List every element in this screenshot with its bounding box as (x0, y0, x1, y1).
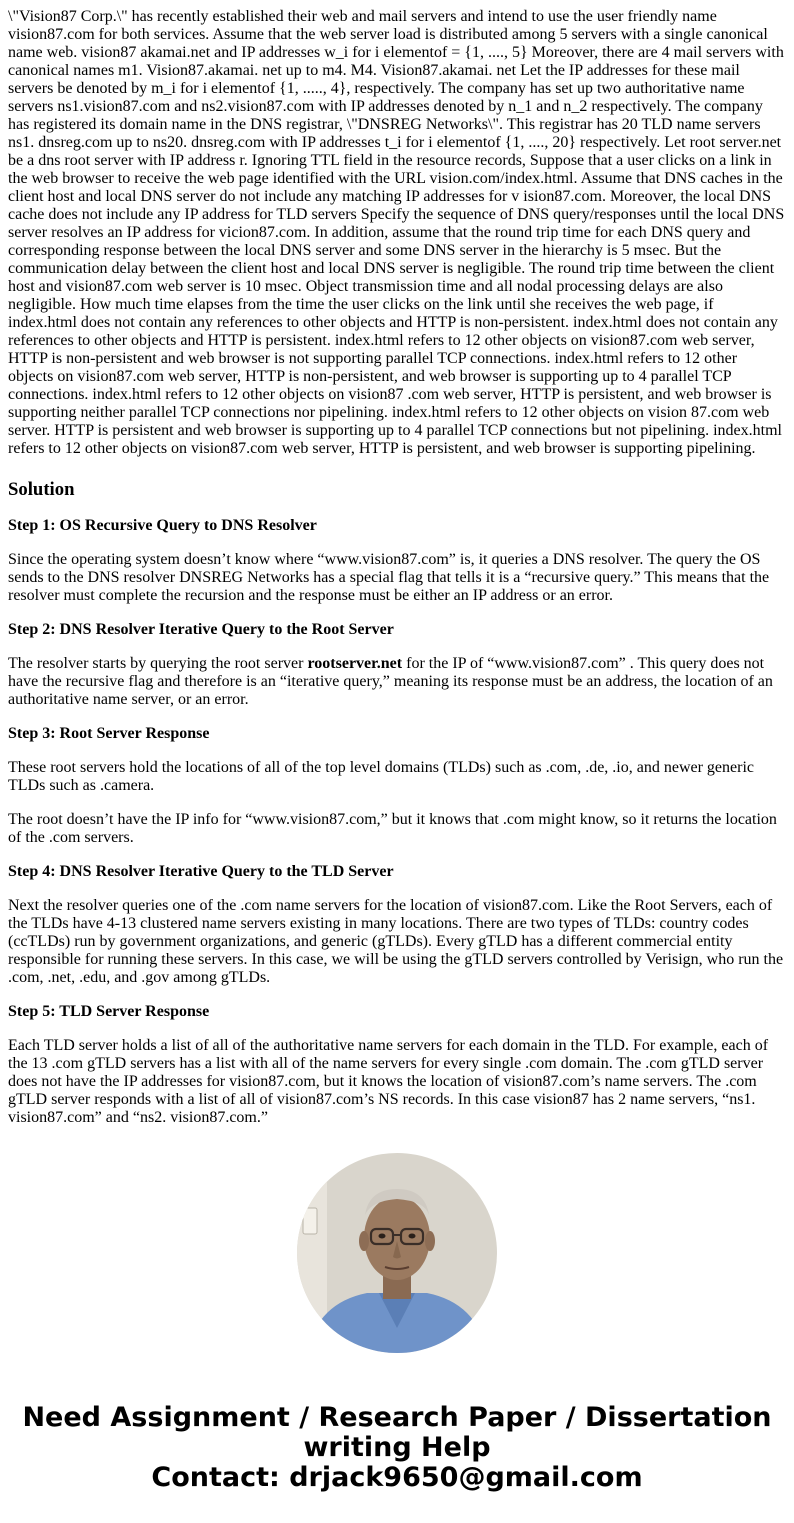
step2-text-after: for the IP of “www.vision87.com” . This query does not have the recursive flag and therefore is an “iterative query,” meaning its response must be an address, the location of an authoritative name server, or an error. (8, 655, 773, 708)
step3-heading: Step 3: Root Server Response (8, 725, 210, 742)
step2-heading: Step 2: DNS Resolver Iterative Query to the Root Server (8, 621, 394, 638)
promo-contact-email[interactable]: Contact: drjack9650@gmail.com (151, 1462, 643, 1493)
promo-line-1: Need Assignment / Research Paper / Dissertation (22, 1402, 772, 1433)
avatar-portrait (297, 1153, 497, 1353)
root-server-name: rootserver.net (307, 655, 403, 672)
step1-text: Since the operating system doesn’t know where “www.vision87.com” is, it queries a DNS resolver. The query the OS sends to the DNS resolver DNSREG Networks has a special flag that tells it is a “recursive query.” This means that the resolver must complete the recursion and the response must be either an IP address or an error. (8, 551, 770, 604)
promo-banner (0, 1403, 794, 1493)
step3-text-2: The root doesn’t have the IP info for “www.vision87.com,” but it knows that .com might know, so it returns the location of the .com servers. (8, 811, 777, 846)
avatar (297, 1153, 497, 1353)
step2-text-before: The resolver starts by querying the root server (8, 655, 308, 672)
step5-heading: Step 5: TLD Server Response (8, 1003, 210, 1020)
step2-text (8, 655, 786, 709)
question-text: \"Vision87 Corp.\" has recently established their web and mail servers and intend to use the user friendly name vision87.com for both services. Assume that the web server load is distributed among 5 servers with a single canonical name web. vision87 akamai.net and IP addresses w_i for i elementof = {1, ...., 5} Moreover, there are 4 mail servers with canonical names m1. Vision87.akamai. net up to m4. M4. Vision87.akamai. net Let the IP addresses for these mail servers be denoted by m_i for i elementof {1, ....., 4}, respectively. The company has set up two authoritative name servers ns1.vision87.com and ns2.vision87.com with IP addresses denoted by n_1 and n_2 respectively. The company has registered its domain name in the DNS registrar, \"DNSREG Networks\". This registrar has 20 TLD name servers ns1. dnsreg.com up to ns20. dnsreg.com with IP addresses t_i for i elementof {1, ...., 20} respectively. Let root server.net be a dns root server with IP address r. Ignoring TTL field in the resource records, Suppose that a user clicks on a link in the web browser to receive the web page identified with the URL vision.com/index.html. Assume that DNS caches in the client host and local DNS server do not include any matching IP addresses for v ision87.com. Moreover, the local DNS cache does not include any IP address for TLD servers Specify the sequence of DNS query/responses until the local DNS server resolves an IP address for vicion87.com. In addition, assume that the round trip time for each DNS query and corresponding response between the local DNS server and some DNS server in the hierarchy is 5 msec. But the communication delay between the client host and local DNS server is negligible. The round trip time between the client host and vision87.com web server is 10 msec. Object transmission time and all nodal processing delays are also negligible. How much time elapses from the time the user clicks on the link until she receives the web page, if index.html does not contain any references to other objects and HTTP is non-persistent. index.html does not contain any references to other objects and HTTP is persistent. index.html refers to 12 other objects on vision87.com web server, HTTP is non-persistent and web browser is not supporting parallel TCP connections. index.html refers to 12 other objects on vision87.com web server, HTTP is non-persistent, and web browser is supporting up to 4 parallel TCP connections. index.html refers to 12 other objects on vision87 .com web server, HTTP is persistent, and web browser is supporting neither parallel TCP connections nor pipelining. index.html refers to 12 other objects on vision 87.com web server. HTTP is persistent and web browser is supporting up to 4 parallel TCP connections but not pipelining. index.html refers to 12 other objects on vision87.com web server, HTTP is persistent, and web browser is supporting pipelining. (8, 8, 785, 457)
step4-heading: Step 4: DNS Resolver Iterative Query to the TLD Server (8, 863, 394, 880)
promo-line-2: writing Help (303, 1432, 491, 1463)
step4-text: Next the resolver queries one of the .com name servers for the location of vision87.com. Like the Root Servers, each of the TLDs have 4-13 clustered name servers existing in many locations. There are two types of TLDs: country codes (ccTLDs) run by government organizations, and generic (gTLDs). Every gTLD has a different commercial entity responsible for running these servers. In this case, we will be using the gTLD servers controlled by Verisign, who run the .com, .net, .edu, and .gov among gTLDs. (8, 897, 784, 986)
step1-heading: Step 1: OS Recursive Query to DNS Resolver (8, 517, 317, 534)
step3-text-1: These root servers hold the locations of all of the top level domains (TLDs) such as .com, .de, .io, and newer generic TLDs such as .camera. (8, 759, 754, 794)
solution-title: Solution (8, 479, 75, 500)
step5-text: Each TLD server holds a list of all of the authoritative name servers for each domain in the TLD. For example, each of the 13 .com gTLD servers has a list with all of the name servers for every single .com domain. The .com gTLD server does not have the IP addresses for vision87.com, but it knows the location of vision87.com’s name servers. The .com gTLD server responds with a list of all of vision87.com’s NS records. In this case vision87 has 2 name servers, “ns1. vision87.com” and “ns2. vision87.com.” (8, 1037, 769, 1126)
